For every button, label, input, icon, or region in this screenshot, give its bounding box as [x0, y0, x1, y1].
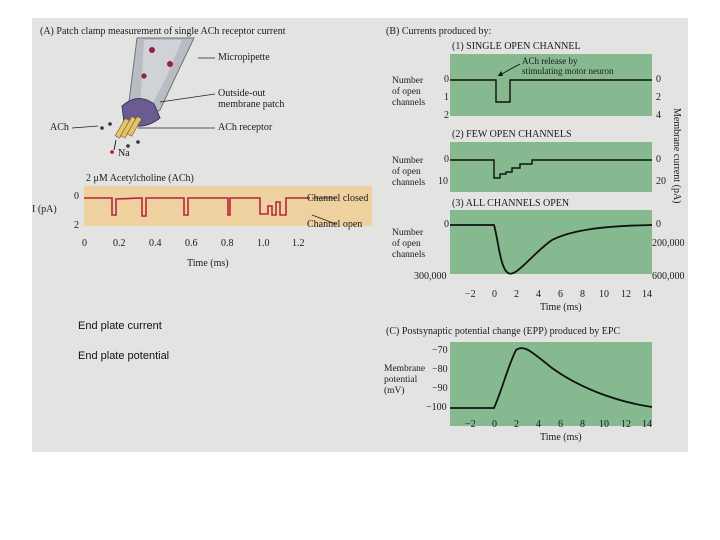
c-xtick: 12: [621, 419, 631, 430]
c-xtick: 4: [536, 419, 541, 430]
b3-ylabel-1: Number: [392, 228, 424, 238]
leader-ach: [72, 126, 98, 128]
b1-rtick: 4: [656, 110, 661, 121]
b-xtick: 14: [642, 289, 652, 300]
c-ytick: −90: [432, 383, 448, 394]
b1-rtick: 0: [656, 74, 661, 85]
trace-xtick: 0: [82, 238, 87, 249]
b2-ltick: 0: [444, 154, 449, 165]
c-ytick: −100: [426, 402, 447, 413]
b2-ylabel-1: Number: [392, 156, 424, 166]
c-xlabel: Time (ms): [540, 432, 582, 443]
c-xtick: −2: [465, 419, 476, 430]
figure-graphics: [32, 18, 688, 452]
label-receptor: ACh receptor: [218, 122, 273, 133]
b2-rtick: 20: [656, 176, 666, 187]
label-channel-closed: Channel closed: [307, 193, 369, 204]
micropipette-illustration: [72, 38, 215, 154]
molecule-dot: [167, 61, 173, 67]
b-xlabel: Time (ms): [540, 302, 582, 313]
b1-ltick: 1: [444, 92, 449, 103]
panel-c-title: (C) Postsynaptic potential change (EPP) produced by EPC: [386, 326, 621, 337]
c-xtick: 0: [492, 419, 497, 430]
trace-xlabel: Time (ms): [187, 258, 229, 269]
b1-title: (1) SINGLE OPEN CHANNEL: [452, 41, 581, 52]
trace-xtick: 0.8: [221, 238, 234, 249]
c-ytick: −70: [432, 345, 448, 356]
c-xtick: 14: [642, 419, 652, 430]
panel-b-title: (B) Currents produced by:: [386, 26, 492, 37]
b-xtick: −2: [465, 289, 476, 300]
c-background: [450, 342, 652, 426]
b2-plot: [450, 142, 652, 192]
b2-ltick: 10: [438, 176, 448, 187]
b1-ylabel-2: of open: [392, 87, 421, 97]
trace-xtick: 0.2: [113, 238, 126, 249]
b-xtick: 6: [558, 289, 563, 300]
trace-xtick: 0.6: [185, 238, 198, 249]
b3-rtick: 600,000: [652, 271, 685, 282]
trace-title: 2 μM Acetylcholine (ACh): [86, 173, 194, 184]
caption-end-plate-potential: End plate potential: [78, 350, 170, 362]
b3-ylabel-2: of open: [392, 239, 421, 249]
c-ylabel-1: Membrane: [384, 364, 426, 374]
trace-ytick-0: 0: [74, 191, 79, 202]
b2-rtick: 0: [656, 154, 661, 165]
c-xtick: 10: [599, 419, 609, 430]
c-xtick: 6: [558, 419, 563, 430]
label-patch-line2: membrane patch: [218, 99, 285, 110]
b-xtick: 8: [580, 289, 585, 300]
ion-arrow: [114, 140, 116, 150]
b1-annotation-line2: stimulating motor neuron: [522, 66, 614, 76]
molecule-dot: [141, 73, 146, 78]
b3-ylabel-3: channels: [392, 250, 426, 260]
ach-molecule: [100, 126, 104, 130]
panel-a-title: (A) Patch clamp measurement of single ACh receptor current: [40, 26, 286, 37]
b3-title: (3) ALL CHANNELS OPEN: [452, 198, 570, 209]
c-ylabel-3: (mV): [384, 386, 405, 396]
b2-ylabel-2: of open: [392, 167, 421, 177]
label-channel-open: Channel open: [307, 219, 363, 230]
trace-xtick: 1.2: [292, 238, 305, 249]
label-ach: ACh: [50, 122, 69, 133]
ach-molecule: [136, 140, 140, 144]
c-plot: [450, 342, 652, 426]
ach-molecule: [108, 122, 112, 126]
b3-rtick: 0: [656, 219, 661, 230]
c-ylabel-2: potential: [384, 375, 418, 385]
b-xtick: 0: [492, 289, 497, 300]
b-xtick: 4: [536, 289, 541, 300]
b2-title: (2) FEW OPEN CHANNELS: [452, 129, 572, 140]
b-xtick: 10: [599, 289, 609, 300]
b2-ylabel-3: channels: [392, 178, 426, 188]
b3-plot: [450, 210, 652, 274]
label-micropipette: Micropipette: [218, 52, 270, 63]
b3-ltick: 300,000: [414, 271, 447, 282]
b3-background: [450, 210, 652, 274]
b1-ylabel-3: channels: [392, 98, 426, 108]
b1-ltick: 2: [444, 110, 449, 121]
na-ion: [110, 150, 114, 154]
caption-end-plate-current: End plate current: [78, 320, 162, 332]
b-xtick: 2: [514, 289, 519, 300]
c-xtick: 8: [580, 419, 585, 430]
trace-ylabel: I (pA): [32, 204, 57, 215]
b1-annotation-line1: ACh release by: [522, 56, 578, 66]
b1-ltick: 0: [444, 74, 449, 85]
right-axis-label: Membrane current (pA): [671, 108, 682, 204]
molecule-dot: [149, 47, 155, 53]
c-ytick: −80: [432, 364, 448, 375]
b-xtick: 12: [621, 289, 631, 300]
label-patch-line1: Outside-out: [218, 88, 266, 99]
c-xtick: 2: [514, 419, 519, 430]
b2-background: [450, 142, 652, 192]
label-na: Na: [118, 148, 130, 159]
trace-xtick: 1.0: [257, 238, 270, 249]
trace-xtick: 0.4: [149, 238, 162, 249]
b3-rtick: 200,000: [652, 238, 685, 249]
b1-ylabel-1: Number: [392, 76, 424, 86]
leader-patch: [160, 94, 215, 102]
b1-rtick: 2: [656, 92, 661, 103]
figure-panel: [32, 18, 688, 452]
b3-ltick: 0: [444, 219, 449, 230]
trace-ytick-2: 2: [74, 220, 79, 231]
